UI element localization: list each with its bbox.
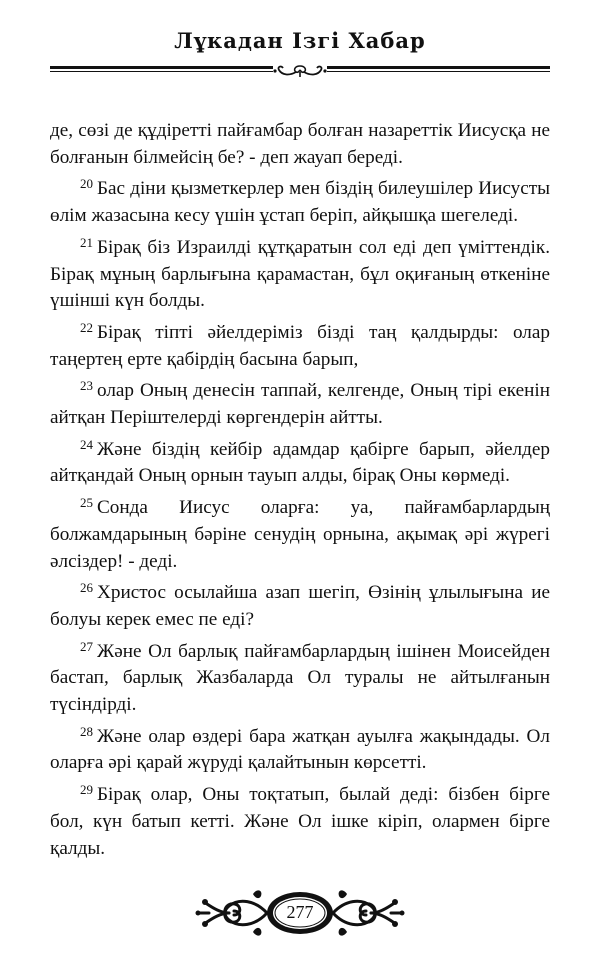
- continued-paragraph: [50, 118, 550, 171]
- verse-number: 29: [80, 782, 93, 798]
- verse-number: 27: [80, 638, 93, 654]
- verse-21: [50, 230, 550, 315]
- verse-25: [50, 490, 550, 575]
- verse-23: [50, 373, 550, 431]
- paragraph-text: де, сөзі де құдіретті пайғамбар болған назареттік Иисусқа не болғанын білмейсің бе? - деп жауап береді.: [50, 120, 550, 168]
- verse-text: Бас діни қызметкерлер мен біздің билеушілер Иисусты өлім жазасына кесу үшін ұстап беріп, айқышқа шегеледі.: [50, 178, 550, 227]
- verse-text: Сонда Иисус оларға: уа, пайғамбарлардың болжамдарының бәріне сенудің орнына, ақымақ әрі жүрегі әлсіздер! - деді.: [50, 497, 550, 572]
- verse-number: 24: [80, 436, 93, 452]
- verse-28: [50, 719, 550, 777]
- verse-number: 21: [80, 234, 93, 250]
- verse-number: 23: [80, 378, 93, 394]
- chapter-body: [50, 118, 550, 862]
- verse-20: [50, 171, 550, 229]
- verse-text: Және Ол барлық пайғамбарлардың ішінен Моисейден бастап, барлық Жазбаларда Ол туралы не айтылғанын түсіндірді.: [50, 640, 550, 716]
- verse-29: [50, 777, 550, 862]
- verse-text: Бірақ біз Израилді құтқаратын сол еді деп үміттендік. Бірақ мұның барлығына қарамастан, бұл оқиғаның өткеніне үшінші күн болды.: [50, 236, 550, 312]
- verse-text: олар Оның денесін таппай, келгенде, Оның тірі екенін айтқан Періштелерді көргендерін айтты.: [50, 380, 550, 429]
- page-number: 277: [286, 902, 314, 922]
- verse-22: [50, 315, 550, 373]
- verse-number: 28: [80, 723, 93, 739]
- verse-27: [50, 634, 550, 719]
- verse-number: 25: [80, 495, 93, 511]
- verse-text: Және біздің кейбір адамдар қабірге барып, әйелдер айтқандай Оның орнын тауып алды, бірақ Оны көрмеді.: [50, 438, 550, 487]
- running-header-title: Лұкадан Ізгі Хабар: [174, 28, 426, 53]
- verse-26: [50, 575, 550, 633]
- verse-24: [50, 432, 550, 490]
- verse-number: 20: [80, 176, 93, 192]
- verse-text: Бірақ тіпті әйелдеріміз бізді таң қалдырды: олар таңертең ерте қабірдің басына барып,: [50, 321, 550, 370]
- verse-text: Христос осылайша азап шегіп, Өзінің ұлылығына ие болуы керек емес пе еді?: [50, 582, 550, 630]
- verse-text: Және олар өздері бара жатқан ауылға жақындады. Ол оларға әрі қарай жүруді қалайтынын көрсетті.: [50, 725, 550, 774]
- verse-number: 26: [80, 580, 93, 596]
- verse-text: Бірақ олар, Оны тоқтатып, былай деді: бізбен бірге бол, күн батып кетті. Және Ол ішке кіріп, олармен бірге қалды.: [50, 784, 550, 859]
- scroll-ornament-icon: [255, 62, 345, 86]
- verse-number: 22: [80, 319, 93, 335]
